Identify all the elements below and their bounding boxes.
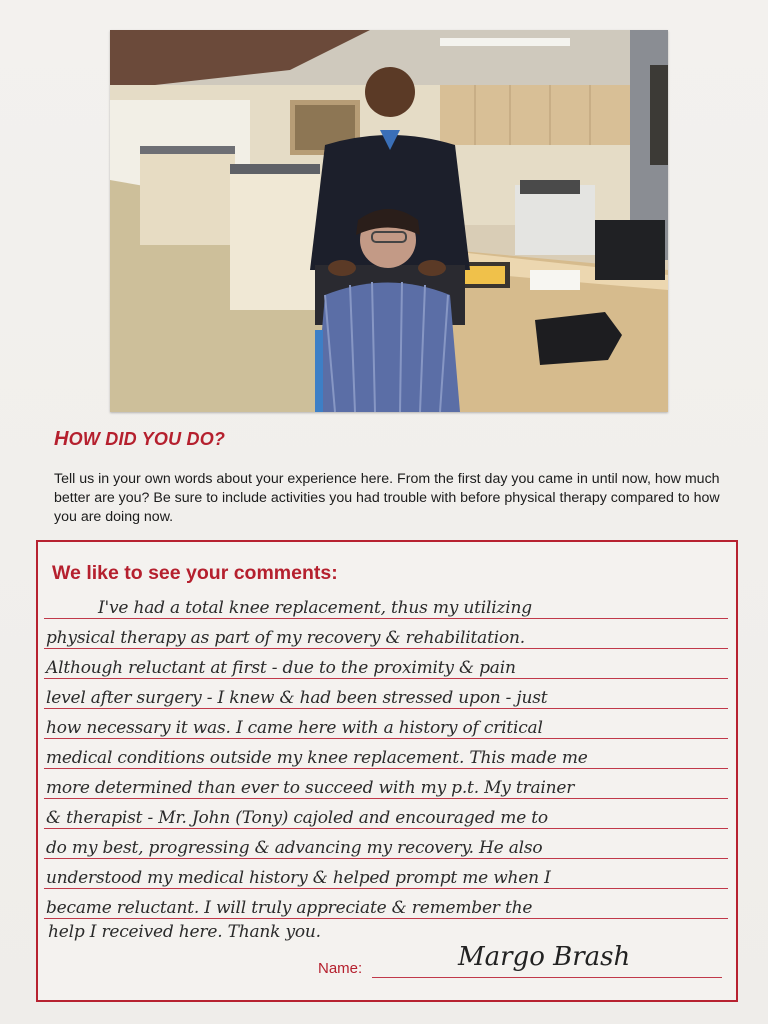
ruled-line <box>44 858 728 859</box>
ruled-line <box>44 918 728 919</box>
heading-initial: H <box>54 428 69 450</box>
handwritten-line: I've had a total knee replacement, thus my utilizing <box>98 598 532 618</box>
ruled-line <box>44 828 728 829</box>
handwritten-line: medical conditions outside my knee replacement. This made me <box>46 748 588 768</box>
ruled-line <box>44 708 728 709</box>
handwritten-line: do my best, progressing & advancing my recovery. He also <box>46 838 543 858</box>
ruled-line <box>44 888 728 889</box>
handwritten-line: became reluctant. I will truly appreciate & remember the <box>46 898 533 918</box>
handwritten-line: help I received here. Thank you. <box>48 922 321 942</box>
comments-title: We like to see your comments: <box>52 562 338 584</box>
handwritten-line: understood my medical history & helped prompt me when I <box>46 868 551 888</box>
name-label: Name: <box>318 960 363 977</box>
handwritten-line: physical therapy as part of my recovery & rehabilitation. <box>46 628 525 648</box>
signature: Margo Brash <box>458 942 631 972</box>
instructions-text: Tell us in your own words about your experience here. From the first day you came in until now, how much better are you? Be sure to include activities you had trouble with before physical therapy compared to how you are doing now. <box>54 471 720 525</box>
how-did-you-do-heading <box>54 428 225 451</box>
ruled-line <box>44 738 728 739</box>
ruled-line <box>44 768 728 769</box>
name-rule <box>372 977 722 978</box>
ruled-line <box>44 678 728 679</box>
ruled-line <box>44 798 728 799</box>
comments-box <box>36 540 738 1002</box>
handwritten-line: Although reluctant at first - due to the proximity & pain <box>46 658 516 678</box>
handwritten-line: & therapist - Mr. John (Tony) cajoled and encouraged me to <box>46 808 548 828</box>
heading-rest: OW DID YOU DO? <box>68 429 226 449</box>
clinic-photo <box>110 30 668 412</box>
handwritten-line: how necessary it was. I came here with a history of critical <box>46 718 543 738</box>
ruled-line <box>44 618 728 619</box>
ruled-line <box>44 648 728 649</box>
photo-illustration <box>110 30 668 412</box>
handwritten-line: more determined than ever to succeed with my p.t. My trainer <box>46 778 575 798</box>
handwritten-line: level after surgery - I knew & had been stressed upon - just <box>46 688 548 708</box>
